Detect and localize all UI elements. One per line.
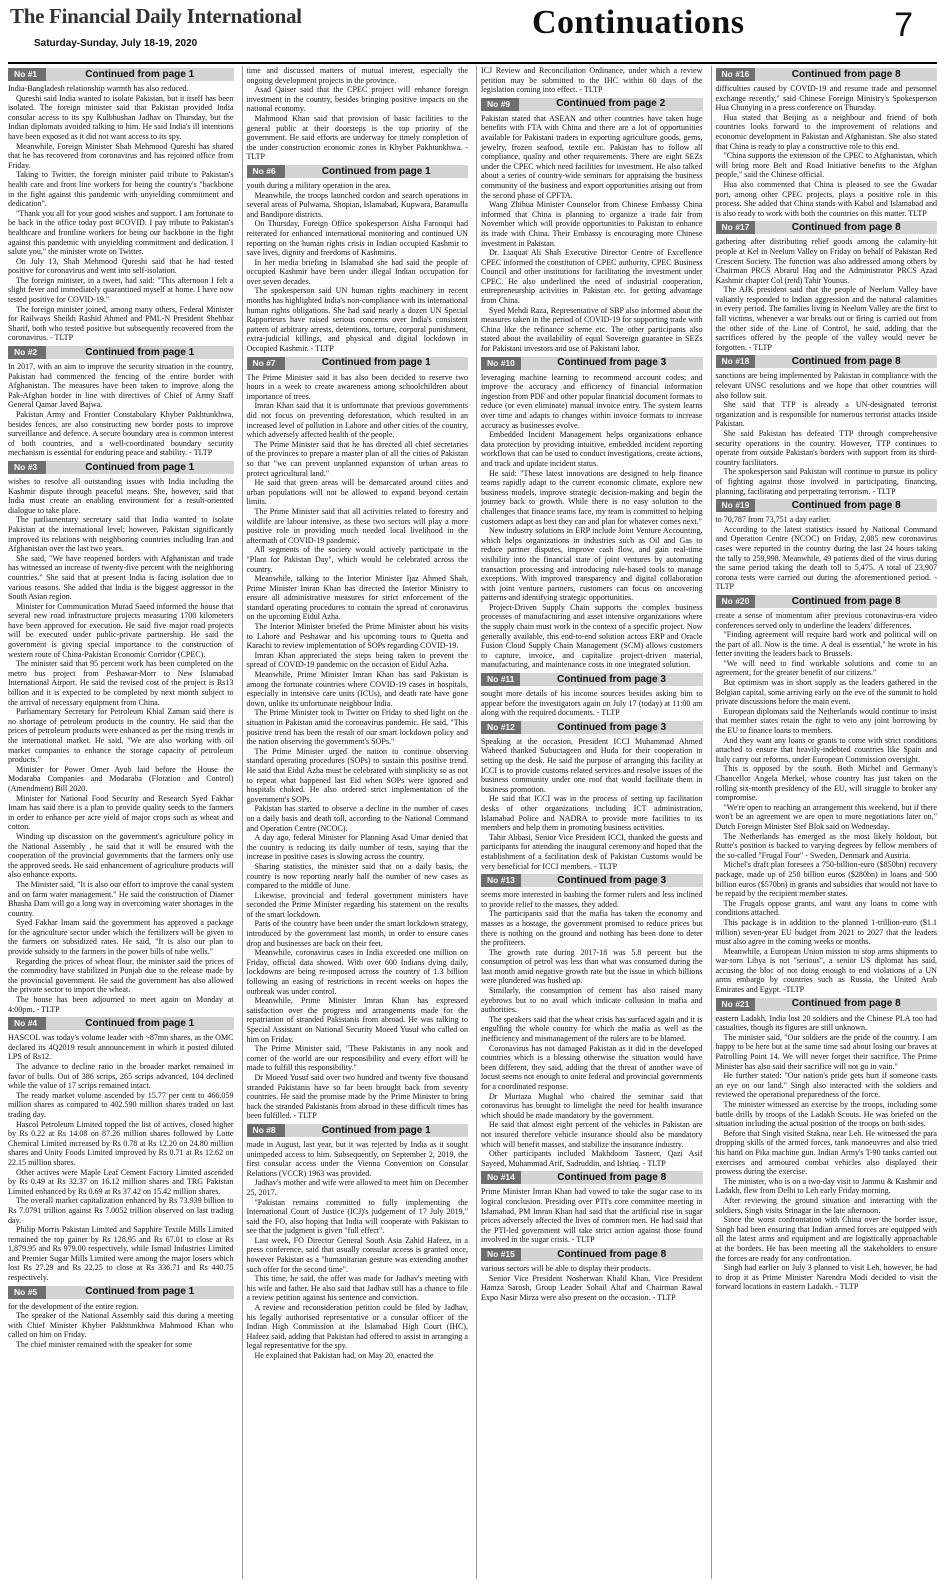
block-header (716, 998, 938, 1011)
block-header (481, 721, 703, 734)
page-number: 7 (894, 6, 913, 44)
continuation-block (8, 1286, 234, 1350)
block-title: Continued from page 3 (557, 673, 666, 685)
article-paragraph: Last week, FO Director General South Asia Zahid Hafeez, in a press conference, said that usually consular access is granted once, however Pakistan as a "humanitarian gesture was extending another such offer for the second time". (246, 1235, 468, 1274)
article-paragraph: "We're open to reaching an arrangement this weekend, but if there won't be an agreement we are open to more negotiations later on," Dutch Foreign Minister Stef Blok said on Wednesday. (715, 802, 937, 831)
article-paragraph: youth during a military operation in the area. (246, 180, 391, 190)
article-paragraph: Likewise, provincial and federal government ministers have seconded the Prime Minister regarding his statement on the results of the smart lockdown. (246, 890, 468, 919)
block-header (716, 355, 938, 368)
article-paragraph: Hua also commented that China is pleased to see the Gwadar port, among other CPEC projects, plays a positive role in this process. She added that China stands with Kabul and Islamabad and is also ready to work with both the countries on this matter. TLTP (715, 179, 937, 218)
article-paragraph: "Pakistan remains committed to fully implementing the International Court of Justice (ICJ)'s judgement of 17 July 2019," said the FO, also hoping that India will cooperate with Pakistan to see that the judgment is given "full effect". (246, 1197, 468, 1236)
article-paragraph: ICJ Review and Reconciliation Ordinance, under which a review petition may be submitted to the IHC within 60 days of the legislation coming into effect. - TLTP (481, 66, 703, 95)
article-paragraph: In 2017, with an aim to improve the security situation in the country, Pakistan had commenced the fencing of the entire border with Afghanistan. The measures have been taken to improve along the Pak-Afghan border in line with directives of Chief of Army Staff General Qamar Javed Bajwa. (8, 362, 234, 410)
article-paragraph: Meanwhile, a European Union mission to stop arms shipments to war-torn Libya is not "serious", a senior US diplomat has said, accusing the bloc of not doing enough to end violations of a UN arms embargo by countries such as Russia, the United Arab Emirates and Egypt. -TLTP (715, 946, 937, 995)
article-paragraph: create a sense of momentum after previous coronavirus-era video conferences served only to underline the leaders' differences. (715, 610, 937, 630)
block-header (481, 1171, 703, 1184)
article-paragraph: The house has been adjourned to meet again on Monday at 4:00pm. - TLTP (8, 995, 234, 1014)
article-paragraph: "Finding agreement will require hard work and political will on the part of all. Now is the time. A deal is essential," he wrote in his letter inviting the leaders back to Brussels. (715, 630, 937, 659)
article-paragraph: In her media briefing in Islamabad she had said the people of occupied Kashmir have been under illegal Indian occupation for over seven decades. (246, 257, 468, 286)
block-number: No #4 (8, 1017, 46, 1030)
article-paragraph: Parliamentary Secretary for Petroleum Khial Zaman said there is no shortage of petroleum products in the country. He said that the prices of petroleum products were enhanced as per the rising trends in the international market. He said, "We are also working with oil market companies to enhance the storage capacity of petroleum products." (8, 707, 234, 765)
article-paragraph: time and discussed matters of mutual interest, especially the ongoing development projects in the province. (246, 66, 468, 85)
article-paragraph: "China supports the extension of the CPEC to Afghanistan, which will bring more Belt and Road Initiative benefits to the Afghan people," said the Chinese official. (715, 151, 937, 180)
article-paragraph: He further stated: "Our nation's pride gets hurt if someone casts an eye on our land." Singh also interacted with the soldiers and reviewed the operational preparedness of the force. (715, 1071, 937, 1100)
block-number: No #14 (481, 1171, 521, 1184)
article-paragraph: A review and reconsideration petition could be filed by Jadhav, his legally authorised representative or a consular officer of the Indian High Commission at the Islamabad High Court (IHC), Hafeez said, adding that Pakistan had offered to assist in arranging a legal representative for the spy. (246, 1303, 468, 1351)
article-paragraph: various sectors will be able to display their products. (481, 1263, 651, 1273)
block-title: Continued from page 8 (791, 68, 901, 80)
article-paragraph: Dr Murtaza Mughal who chaired the seminar said that coronavirus has brought to limelight the need for health insurance which should be made mandatory by the government. (481, 1091, 703, 1120)
article-paragraph: Asad Qaiser said that the CPEC project will enhance foreign investment in the country, besides bringing positive impacts on the national economy. (246, 85, 468, 114)
continuation-block (8, 1017, 234, 1282)
article-paragraph: The Prime Minister said that all activities related to forestry and wildlife are labour intensive, as these two sectors will play a more positive role in providing much needed local livelihood in the aftermath of COVID-19 pandemic. (246, 506, 468, 545)
article-paragraph: Sharing statistics, the minister said that on a daily basis, the country is now reporting nearly half the number of new cases as compared to the middle of June. (246, 861, 468, 891)
continuation-block (247, 165, 469, 354)
article-paragraph: The Prime Minister said that he has directed all chief secretaries of the provinces to prepare a master plan of all the cities of Pakistan so that "we can prevent unplanned expansion of urban areas to protect agricultural land." (246, 439, 468, 478)
block-number: No #5 (8, 1286, 46, 1299)
block-header (481, 98, 703, 111)
block-title: Continued from page 1 (85, 1017, 195, 1029)
article-paragraph: Prime Minister Imran Khan had vowed to take the sugar case to its logical conclusion. Presiding over PTI's core committee meeting in Islamabad, PM Imran Khan had said that the artificial rise in sugar prices adversely affected the lives of common men. He had said that the PTI-led government will take strict action against those found involved in the sugar crisis. - TLTP (481, 1187, 703, 1245)
article-paragraph: The speakers said that the wheat crisis has surfaced again and it is engulfing the whole country for which the mafia as well as the inefficiency and mismanagement of the rulers are to be blamed. (481, 1014, 703, 1044)
article-paragraph: "We will need to find workable solutions and come to an agreement, for the greater benefit of our citizens." (715, 658, 937, 678)
article-paragraph: difficulties caused by COVID-19 and resume trade and personnel exchange recently," said Chinese Foreign Ministry's Spokesperson Hua Chunying in a press conference on Thursday. (715, 84, 937, 113)
block-title: Continued from page 3 (557, 874, 667, 886)
article-paragraph: Philip Morris Pakistan Limited and Sapphire Textile Mills Limited remained the top gainer by Rs 128.95 and Rs 67.01 to close at Rs 1,879.95 and Rs 979.00 respectively, while Ismail Industries Limited and Premier Sugar Mills Limited were among the major losers which lost Rs 27.29 and Rs 22.25 to close at Rs 336.71 and Rs 440.75 respectively. (8, 1225, 234, 1283)
article-paragraph: The Prime Minister took to Twitter on Friday to shed light on the situation in Pakistan amid the coronavirus pandemic. He said, "This positive trend has been the result of our smart lockdown policy and the nation observing the government's SOPs." (246, 708, 468, 747)
article-paragraph: He explained that Pakistan had, on May 20, enacted the (254, 1351, 434, 1360)
block-title: Continued from page 8 (791, 356, 901, 368)
block-header (481, 673, 703, 686)
article-paragraph: Tahir Abbasi, Senior Vice President ICCI, thanked the guests and participants for attending the inaugural ceremony and hoped that the establishment of a facilitation desk of Pakistan Customs would be very beneficial for ICCI members. - TLTP (481, 832, 703, 871)
article-paragraph: The spokesperson said UN human rights machinery in recent months has highlighted India's non-compliance with its international human rights obligations. She had said nearly a dozen UN Special Rapporteurs have raised serious concerns over India's consistent pattern of arbitrary arrests, detentions, torture, corporal punishment, extra-judicial killings, and physical and digital lockdown in Occupied Kashmir. - TLTP (246, 286, 468, 354)
continuation-block (481, 98, 703, 354)
block-number: No #11 (481, 673, 520, 686)
article-paragraph: The participants said that the mafia has taken the economy and masses as a hostage, the government promised to reduce prices but there is nothing on the ground and nothing has been done to deter the profiteers. (481, 909, 703, 948)
article-paragraph: And they want any loans or grants to come with strict conditions attached to ensure that heavily-indebted countries like Spain and Italy carry out reforms, under European Commission oversight. (715, 735, 937, 764)
block-number: No #9 (481, 98, 519, 111)
article-paragraph: The Netherlands has emerged as the most likely holdout, but Rutte's position is backed to varying degrees by fellow members of the so-called "Frugal Four" - Sweden, Denmark and Austria. (715, 831, 937, 860)
block-header (8, 461, 234, 474)
article-paragraph: He said that green areas will be demarcated around cities and urban populations will not be allowed to expand beyond certain limits. (246, 478, 468, 507)
article-paragraph: made in August, last year, but it was rejected by India as it sought unimpeded access to him. Subsequently, on September 2, 2019, the first consular access under the Vienna Convention on Consular Relations (VCCR) 1963 was provided. (246, 1139, 468, 1178)
article-paragraph: The advance to decline ratio in the broader market remained in favor of bulls. Out of 386 scrips, 265 scrips advanced, 104 declined while the value of 17 scrips remained intact. (8, 1062, 234, 1091)
newspaper-page (8, 4, 937, 1581)
block-number: No #12 (481, 721, 521, 734)
article-paragraph: Before that Singh visited Stakna, near Leh. He witnessed the para dropping skills of the armed forces, tank manoeuvres and also tried his hand on Pika machine gun. Indian Army's T-90 tanks carried out exercises and armoured combat vehicles also displayed their prowess during the exercise. (715, 1128, 937, 1177)
article-paragraph: Similarly, the consumption of cement has also raised many eyebrows but to no avail which indicate collusion in mafia and authorities. (481, 986, 703, 1015)
article-paragraph: HASCOL was today's volume leader with ~87mn shares, as the OMC declared its 4Q2019 result announcement in which it posted diluted LPS of Rs12. (8, 1033, 234, 1062)
article-paragraph: He said: "These latest innovations are designed to help finance teams rapidly adapt to the current economic climate, explore new business models, improve strategic decision-making and begin the journey back to growth. While there is no easy solution to the challenges that finance teams face, my team is committed to helping customers adapt as best they can and plan for whatever comes next." (481, 468, 703, 526)
block-header (716, 68, 938, 81)
article-paragraph: Qureshi said India wanted to isolate Pakistan, but it itself has been isolated. The foreign minister said that Pakistan provided India consular access to its spy Kulbhushan Jadhav on Thursday, but the Indian diplomats avoided talking to him. He said India's ill intentions have been exposed as it did not want access to its spy. (8, 93, 234, 141)
block-title: Continued from page 1 (85, 1286, 195, 1298)
block-title: Continued from page 1 (321, 165, 431, 177)
block-number: No #8 (247, 1124, 285, 1137)
block-number: No #19 (716, 499, 756, 512)
article-paragraph: The Prime Minister said it has also been decided to reserve two hours in a week to create awareness among schoolchildren about importance of trees. (246, 372, 468, 401)
article-paragraph: The spokesperson said Pakistan will continue to pursue its policy of fighting against those involved in participating, financing, planning, facilitating and perpetrating terrorism. - TLTP (715, 467, 937, 496)
article-paragraph: Senior Vice President Nosherwan Khalil Khan, Vice President Hamza Sarosh, Group Leader Sohail Altaf and Chairman Rawal Expo Nasir Mirza were also present on the occasion. - TLTP (481, 1273, 703, 1302)
article-paragraph: This is opposed by the south. Both Michel and Germany's Chancellor Angela Merkel, whose country has just taken on the rolling six-month presidency of the EU, will struggle to broker any compromise. (715, 764, 937, 803)
article-paragraph: sought more details of his income sources besides asking him to appear before the investigators again on July 17 (today) at 11:00 am along with the required documents. - TLTP (481, 689, 703, 718)
block-number: No #18 (716, 355, 756, 368)
article-paragraph: wishes to resolve all outstanding issues with India including the Kashmir dispute through peaceful means. She, however, said that India must create an enabling environment for a result-oriented dialogue to take place. (8, 476, 234, 515)
block-header (247, 1124, 469, 1137)
continuation-block (481, 1248, 703, 1302)
article-paragraph: She said, "We have reopened borders with Afghanistan and trade has witnessed an increase of twenty-five percent with the neighboring countries." She said that at present India is facing isolation due to various reasons. She added that India is the biggest aggressor in the South Asian region. (8, 553, 234, 602)
article-paragraph: Speaking at the occasion, President ICCI Muhammad Ahmed Waheed thanked Subuctageen and Huda for their cooperation in setting up the desk. He said the purpose of arranging this facility at ICCI is to provide customs related services and resolve issues of the business community under one roof that would facilitate them in business promotion. (481, 736, 703, 794)
article-paragraph: Syed Fakhar Imam said the government has approved a package for the agriculture sector under which the fertilizers will be given to the farmers on subsidized rates. He said, "It is also our plan to provide subsidy to the farmers in the power bills of tube wells." (8, 918, 234, 957)
block-title: Continued from page 8 (557, 1172, 667, 1184)
block-number: No #7 (247, 357, 285, 370)
block-number: No #15 (481, 1248, 521, 1261)
continuation-block (716, 221, 938, 352)
article-paragraph: After reviewing the ground situation and interacting with the soldiers, Singh visits Srinagar in the late afternoon. (715, 1195, 937, 1215)
continuation-block (8, 461, 234, 1014)
block-number: No #6 (247, 165, 285, 178)
block-title: Continued from page 3 (557, 721, 667, 733)
article-paragraph: Meanwhile, coronavirus cases in India exceeded one million on Friday, official data showed. With over 600 Indians dying daily, lockdowns are being re-imposed across the country of 1.3 billion following an easing of restrictions in recent weeks on hopes the outbreak was under control. (246, 948, 468, 996)
block-title: Continued from page 8 (557, 1248, 667, 1260)
block-title: Continued from page 8 (791, 499, 901, 511)
article-paragraph: Pakistan stated that ASEAN and other countries have taken huge benefits with FTA with China and there are a lot of opportunities available for Pakistani traders in exporting agriculture goods, gems, jewelry, frozen seafood, textile etc. Pakistan has to follow all compliance, quality and other requirements. There are eight SEZs under the CPEC which need facilities for investment. He also talked about a series of country-wide seminars for appraising the business community of the business and export opportunities arising out from the second phase of CPFTA. (481, 113, 703, 200)
article-paragraph: He said that ICCI was in the process of setting up facilitation desks of other organizations including ICT administration, Islamabad Police and NADRA to provide more facilities to its members and help them in promoting business activities. (481, 794, 703, 833)
article-paragraph: Imran Khan said that it is unfortunate that previous governments did not focus on preventing deforestation, which resulted in an increased level of pollution in Lahore and other cities of the country, which adversely affected health of the people. (246, 401, 468, 440)
article-paragraph: The ready market volume ascended by 15.77 per cent to 466.059 million shares as compared to 402.590 million shares traded on last trading day. (8, 1090, 234, 1119)
article-paragraph: seems more interested in bashing the former rulers and less inclined to provide relief to the masses, they added. (481, 890, 703, 909)
article-paragraph: Meanwhile, talking to the Interior Minister Ijaz Ahmed Shah, Prime Minister Imran Khan has directed the Interior Ministry to ensure all administrative measures for strict enforcement of the standard operating procedures to contain the spread of coronavirus on the upcoming Eidul Azha. (246, 574, 468, 622)
article-paragraph: The minister witnessed an exercise by the troops, including some battle drills by troops of the Ladakh Scouts. He was briefed on the situation including the actual position of the troops on both sides. (715, 1100, 937, 1129)
article-paragraph: New industry solutions in ERP include Joint Venture Accounting, which helps organizations in industries such as Oil and Gas to reduce partner disputes, improve cash flow, and gain real-time visibility into the financial state of joint ventures by automating transaction processing and introducing rule-based tools to manage exceptions. With improved transparency and digital collaboration with joint venture partners, customers can focus on uncovering patterns and identifying strategic opportunities. (481, 526, 703, 603)
block-title: Continued from page 2 (556, 98, 666, 110)
article-paragraph: leveraging machine learning to recommend account codes; and improve the accuracy and efficiency of financial information ingestion from PDF and other popular financial document formats to reduce (or even eliminate) manual invoice entry. The system learns over time and adapts to changes within invoice formats to increase accuracy as businesses evolve. (481, 372, 703, 430)
block-header (481, 874, 703, 887)
masthead (8, 4, 937, 64)
block-number: No #20 (716, 595, 756, 608)
article-paragraph: She said that TTP is already a UN-designated terrorist organization and is responsible for numerous terrorist attacks inside Pakistan. (715, 400, 937, 429)
article-paragraph: Minister for National Food Security and Research Syed Fakhar Imam has said there is a plan to provide quality seeds to the farmers in order to enhance per acre yield of major crops such as wheat and cotton. (8, 793, 234, 832)
column-1 (8, 66, 234, 1579)
article-paragraph: The minister said, "Our soldiers are the pride of the country. I am happy to be here but at the same time sad about losing our braves at Patrolling Point 14. We will never forget their sacrifice. The Prime Minister has also said their sacrifice will not go in vain." (715, 1032, 937, 1071)
article-paragraph: India-Bangladesh relationship warmth has also reduced. (8, 84, 189, 93)
issue-date: Saturday-Sunday, July 18-19, 2020 (34, 38, 198, 49)
column-2 (242, 66, 469, 1579)
article-paragraph: Jadhav's mother and wife were allowed to meet him on December 25, 2017. (246, 1178, 468, 1197)
block-header (716, 595, 938, 608)
block-header (716, 499, 938, 512)
article-paragraph: for the development of the entire region. (8, 1301, 139, 1311)
article-paragraph: gathering after distributing relief goods among the calamity-hit people at Kel in Neelum Valley on Friday on behalf of Pakistan Red Crescent Society. The function was also addressed among others by Chairman PRCS Abrarul Haq and the Administrator PRCS Azad Kashmir chapter Col (retd) Tahir Younus. (715, 237, 937, 285)
article-paragraph: The Frugals oppose grants, and want any loans to come with conditions attached. (715, 898, 937, 918)
article-paragraph: The chief minister remained with the speaker for some (16, 1340, 193, 1350)
block-number: No #13 (481, 874, 521, 887)
block-number: No #2 (8, 346, 46, 359)
article-paragraph: European diplomats said the Netherlands would continue to insist that member states retain the right to veto any joint borrowing by the EU to finance loans to members. (715, 706, 937, 736)
article-paragraph: The Minister said, "It is also our effort to improve the canal system and on farm water management." He said the construction of Diamer Bhasha Dam will go a long way in overcoming water shortages in the country. (8, 879, 234, 918)
article-paragraph: Imran Khan appreciated the steps being taken to prevent the spread of COVID-19 pandemic on the occasion of Eidul Azha. (246, 650, 468, 670)
block-title: Continued from page 1 (85, 346, 195, 358)
article-paragraph: Meanwhile, Prime Minister Imran Khan has said Pakistan is among the fortunate countries where COVID-19 cases in hospitals, especially in intensive care units (ICUs), and death rate have gone down, unlike its unfortunate neighbour India. (246, 670, 468, 708)
article-paragraph: This time, he said, the offer was made for Jadhav's meeting with his wife and father. He also said that Jadhav still has a chance to file a review petition against his sentence and conviction. (246, 1274, 468, 1303)
article-paragraph: Since the worst confrontation with China over the border issue, Singh had been ensuring that Indian armed forces are equipped with all the latest arms and equipment and are logistically approachable at the borders. He has been meeting all the stakeholders to ensure the forces are ready for any confrontation. (715, 1215, 937, 1263)
article-paragraph: eastern Ladakh, India lost 20 soldiers and the Chinese PLA too had casualties, though its figures are still unknown. (715, 1013, 937, 1033)
article-paragraph: Dr. Liaquat Ali Shah Executive Director Centre of Excellence CPEC informed the constitution of CPEC authority, CPEC Business Council and other institutions for facilitating the investment under CPEC. He also underlined the need of industrial cooperation, entrepreneurship activities in Pakistan etc. for getting advantage from China. (481, 248, 703, 306)
article-paragraph: Taking to Twitter, the foreign minister paid tribute to Pakistan's health care and front line workers for being the country's "backbone in the fight against this pandemic with unyielding commitment and dedication". (8, 170, 234, 209)
block-header (247, 357, 469, 370)
article-paragraph: This package is in addition to the planned 1-trillion-euro ($1.1 trillion) seven-year EU budget from 2021 to 2027 that the leaders must also agree in the coming weeks or months. (715, 917, 937, 947)
continuation-block (716, 998, 938, 1292)
article-paragraph: On Thursday, Foreign Office spokesperson Aisha Farooqui had reiterated for enhanced international monitoring and continued UN reporting on the human rights crisis in Indian occupied Kashmir to save lives, dignity and freedoms of Kashmiris. (246, 219, 468, 258)
article-paragraph: Parts of the country have been under the smart lockdown strategy, introduced by the government last month, in order to ensure cases drop and businesses are back on their feet. (246, 919, 468, 948)
article-paragraph: Wang Zhihua Minister Counselor from Chinese Embassy China informed that China is planning to organize a trade fair from November which will provide opportunities to Pakistan to enhance its trade with China. Their Embassy is encouraging more Chinese investment in Pakistan. (481, 200, 703, 248)
block-number: No #21 (716, 998, 756, 1011)
article-paragraph: According to the latest statistics issued by National Command and Operation Centre (NCOC) on Friday, 2,085 new coronavirus cases were reported in the country during the last 24 hours taking the tally to 259,998. Meanwhile, 49 patients died of the virus during the same period taking the death toll to 5,475. A total of 23,907 corona tests were carried out during the aforementioned period. - TLTP (715, 524, 937, 592)
continuation-block (716, 499, 938, 592)
article-paragraph: Hua stated that Beijing as a neighbour and friend of both countries looks forward to the improvement of relations and economic development in Pakistan and Afghanistan. She also stated that China is ready to play a constructive role to this end. (715, 112, 937, 151)
block-header (481, 1248, 703, 1261)
article-paragraph: Meanwhile, Foreign Minister Shah Mehmood Qureshi has shared that he has recovered from coronavirus and has rejoined office from Friday. (8, 141, 234, 170)
block-title: Continued from page 3 (557, 357, 667, 369)
column-3 (476, 66, 703, 1579)
article-paragraph: The overall market capitalization enhanced by Rs 73.939 billion to Rs 7.0791 trillion against Rs 7.0052 trillion observed on last trading day. (8, 1196, 234, 1225)
continuation-block (481, 874, 703, 1168)
block-title: Continued from page 1 (321, 357, 431, 369)
block-header (481, 357, 703, 370)
block-title: Continued from page 8 (791, 998, 901, 1010)
block-title: Continued from page 8 (791, 595, 901, 607)
article-paragraph: Regarding the prices of wheat flour, the minister said the prices of the commodity have stabilized in Punjab due to the release made by the provincial government. He said the government has also allowed the private sector to import the wheat. (8, 956, 234, 995)
article-paragraph: Michel's draft plan foresees a 750-billion-euro ($850bn) recovery package, made up of 250 billion euros ($280bn) in loans and 500 billion euros ($570bn) in grants and subsidies that would not have to be repaid by the recipient member states. (715, 860, 937, 899)
article-paragraph: A day ago, federal Minister for Planning Asad Umar denied that the country is reducing its daily number of tests, saying that the increase in positive cases is slowing across the country. (246, 833, 468, 862)
article-paragraph: All segments of the society would actively participate in the "Plant for Pakistan Day", which would be celebrated across the country. (246, 545, 468, 574)
paper-name: The Financial Daily International (10, 4, 302, 28)
continuation-block (481, 721, 703, 871)
block-header (8, 68, 234, 81)
section-title: Continuations (532, 4, 745, 41)
continuation-block (247, 1124, 469, 1361)
block-title: Continued from page 1 (85, 461, 195, 473)
continuation-block (716, 595, 938, 995)
continuation-block (8, 68, 234, 343)
block-header (716, 221, 938, 234)
article-columns (8, 66, 937, 1579)
article-paragraph: Embedded Incident Management helps organizations enhance data protection by providing intuitive, embedded incident reporting workflows that can be used to conduct investigations, create actions, and track and update incident status. (481, 430, 703, 468)
continuation-block (247, 66, 469, 162)
article-paragraph: Singh had earlier on July 3 planned to visit Leh, however, he had to drop it as Prime Minister Narendra Modi decided to visit the forward locations in eastern Ladakh. - TLTP (715, 1263, 937, 1292)
article-paragraph: to 70,787 from 73,751 a day earlier. (715, 515, 832, 525)
block-number: No #17 (716, 221, 756, 234)
article-paragraph: She said Pakistan has defeated TTP through comprehensive security operations in the country. However, TTP continues to operate from outside Pakistan's borders with support from its third-country facilitators. (715, 429, 937, 467)
article-paragraph: Mahmood Khan said that provision of basic facilities to the general public at their doorsteps is the top priority of the government. He said efforts are underway for timely completion of the under construction economic zones in Khyber Pakhtunkhwa. - TLTP (246, 113, 468, 162)
article-paragraph: Dr Moeed Yusuf said over two hundred and twenty five thousand stranded Pakistanis have so far been brought back from seventy countries. He said the promise made by the Prime Minister to bring back the stranded Pakistanis from abroad in these difficult times has been fulfilled. - TLTP (246, 1072, 468, 1121)
article-paragraph: He said that almost eight percent of the vehicles in Pakistan are not insured therefore vehicle insurance should also be mandatory which will benefit masses, and stabilize the insurance industry. (481, 1120, 703, 1149)
continuation-block (716, 68, 938, 218)
continuation-block (481, 357, 703, 670)
article-paragraph: The AJK president said that the people of Neelum Valley have valiantly responded to Indian aggression and the natural calamities in every period. The families living in Neelum Valley are the first to fall victims, whenever a war breaks out or firing is carried out from the other side of the Line of Control, he said, adding that the sacrifices offered by the people of the valley would never be forgotten. - TLTP (715, 285, 937, 352)
block-number: No #1 (8, 68, 46, 81)
article-paragraph: "Thank you all for your good wishes and support. I am fortunate to be back in the office today post #COVID. I pay tribute to Pakistan's healthcare and frontline workers for being our backbone in the fight against this pandemic with unyielding commitment and dedication. I salute you," the minister wrote on Twitter. (8, 208, 234, 257)
article-paragraph: Meanwhile, Prime Minister Imran Khan has expressed satisfaction over the progress and arrangements made for the repatriation of stranded Pakistanis from abroad. He was talking to Special Assistant on National Security Moeed Yusuf who called on him on Friday. (246, 996, 468, 1044)
article-paragraph: Pakistan Army and Frontier Constabulary Khyber Pakhtunkhwa, besides fences, are also constructing new border posts to improve surveillance and defence. A secure boundary area is common interest of both countries, and a well-coordinated boundary security mechanism is essential for enduring peace and stability. - TLTP (8, 410, 234, 458)
article-paragraph: The minister, who is on a two-day visit to Jammu & Kashmir and Ladakh, flew from Delhi to Leh early Friday morning. (715, 1176, 937, 1196)
article-paragraph: The minister said that 95 percent work has been completed on the metro bus project from Peshawar-Morr to New Islamabad International Airport. He said the revised cost of the project is Rs13 billion and it is expected to be completed by next month subject to the arrival of necessary equipment from China. (8, 659, 234, 707)
continuation-block (8, 346, 234, 458)
article-paragraph: Minister for Communication Murad Saeed informed the house that several new road infrastructure projects measuring 1700 kilometers have been approved for execution. He said five major road projects will be executed under public-private partnership. He said the government is giving special importance to the construction of western route of China-Pakistan Economic Corridor (CPEC). (8, 601, 234, 659)
article-paragraph: Pakistan has started to observe a decline in the number of cases on a daily basis and death toll, according to the National Command and Operation Centre (NCOC). (246, 804, 468, 833)
block-number: No #16 (716, 68, 756, 81)
article-paragraph: Winding up discussion on the government's agriculture policy in the National Assembly , he said that it will be ensured with the cooperation of the provincial governments that the farmers only use the approved seeds. He said enhancement of agriculture products will also enhance exports. (8, 831, 234, 880)
article-paragraph: The speaker of the National Assembly said this during a meeting with Chief Minister Khyber Pakhtunkhwa Mahmood Khan who called on him on Friday. (8, 1311, 234, 1340)
column-4 (711, 66, 938, 1579)
continuation-block (481, 673, 703, 718)
block-title: Continued from page 1 (321, 1124, 431, 1136)
block-header (8, 1017, 234, 1030)
article-paragraph: The foreign minister joined, among many others, Federal Minister for Railways Sheikh Rashid Ahmed and PML-N President Shehbaz Sharif, both who tested positive but subsequently recovered from the coronavirus. - TLTP (8, 304, 234, 343)
continuation-block (481, 1171, 703, 1245)
article-paragraph: Hascol Petroleum Limited topped the list of actives, closed higher by Rs 0.22 at Rs 14.08 on 87.26 million shares followed by Lotte Chemical Limited increased by Rs 0.78 at Rs 12.20 on 24.80 million shares and Unity Foods Limited improved by Rs 0.71 at Rs 12.62 on 22.15 million shares. (8, 1119, 234, 1167)
article-paragraph: The Prime Minister said, "These Pakistanis in any nook and corner of the world are our responsibility and every effort will be made to fulfill this responsibility." (246, 1044, 468, 1073)
article-paragraph: Project-Driven Supply Chain supports the complex business processes of manufacturing and asset intensive organizations where the supply chain must work in the context of a specific project. Now generally available, this end-to-end solution across ERP and Oracle Fusion Cloud Supply Chain Management (SCM) allows customers to capture, invoice, and capitalize project-driven material, manufacturing, and maintenance costs in one integrated solution. (481, 602, 703, 670)
article-paragraph: The growth rate during 2017-18 was 5.8 percent but the consumption of petrol was less than what was consumed during the last month amid negative growth rate but the issue in which billions were plundered was hushed up. (481, 947, 703, 986)
continuation-block (716, 355, 938, 496)
article-paragraph: Coronavirus has not damaged Pakistan as it did in the developed countries which is a blessing otherwise the situation would have been different, they said, adding that the threat of another wave of locust seems not enough to unite federal and provincial governments for a coordinated response. (481, 1043, 703, 1091)
article-paragraph: The parliamentary secretary said that India wanted to isolate Pakistan at the international level; however, Pakistan significantly improved its relations with neighboring countries including Iran and Afghanistan over the last two years. (8, 515, 234, 554)
continuation-block (481, 66, 703, 95)
article-paragraph: Other participants included Makhdoom Tasneer, Qazi Asif Sayeed, Muhammad Arif, Sadruddin, and Ishtiaq. - TLTP (481, 1149, 703, 1168)
continuation-block (247, 357, 469, 1121)
article-paragraph: On July 13, Shah Mehmood Qureshi said that he had tested positive for coronavirus and went into self-isolation. (8, 256, 234, 276)
block-title: Continued from page 8 (791, 222, 901, 234)
article-paragraph: Minister for Power Omer Ayub laid before the House the Modaraba Companies and Modaraba (Flotation and Control) (Amendment) Bill 2020. (8, 764, 234, 793)
block-title: Continued from page 1 (85, 68, 195, 80)
article-paragraph: sanctions are being implemented by Pakistan in compliance with the relevant UNSC resolutions and we hope that other countries will also follow suit. (715, 371, 937, 400)
article-paragraph: The foreign minister, in a tweet, had said: "This afternoon I felt a slight fever and immediately quarantined myself at home. I have now tested positive for COVID-19." (8, 275, 234, 305)
article-paragraph: Meanwhile, the troops launched cordon and search operations in several areas of Pulwama, Shopian, Islamabad, Kupwara, Baramulla and Bandipore districts. (246, 190, 468, 219)
block-header (8, 346, 234, 359)
block-number: No #3 (8, 461, 46, 474)
block-number: No #10 (481, 357, 521, 370)
article-paragraph: Syed Mehdi Raza, Representative of SBP also informed about the measures taken in the period of COVID-19 for supporting trade with China like the refinance scheme etc. The other participants also stated about the availability of equal Sovereign guarantee in SEZs for Pakistani investors and use of Pakistani labor. (481, 305, 703, 354)
article-paragraph: The Prime Minister urged the nation to continue observing standard operating procedures (SOPs) to sustain this positive trend. He said that Eidul Azha must be celebrated with simplicity so as not to repeat what happened last Eid when SOPs were ignored and hospitals choked. He also ordered strict implementation of the government's SOPs. (246, 746, 468, 804)
article-paragraph: Other actives were Maple Leaf Cement Factory Limited ascended by Rs 0.49 at Rs 32.37 on 16.12 million shares and TRG Pakistan Limited enhanced by Rs 0.69 at Rs 37.42 on 15.42 million shares. (8, 1167, 234, 1196)
article-paragraph: The Interior Minister briefed the Prime Minister about his visits to Lahore and Peshawar and his upcoming tours to Quetta and Karachi to review implementation of SOPs regarding COVID-19. (246, 622, 468, 651)
article-paragraph: But optimism was in short supply as the leaders gathered in the Belgian capital, some arriving early on the eve of the summit to hold private discussions before the main event. (715, 678, 937, 707)
block-header (247, 165, 469, 178)
block-header (8, 1286, 234, 1299)
